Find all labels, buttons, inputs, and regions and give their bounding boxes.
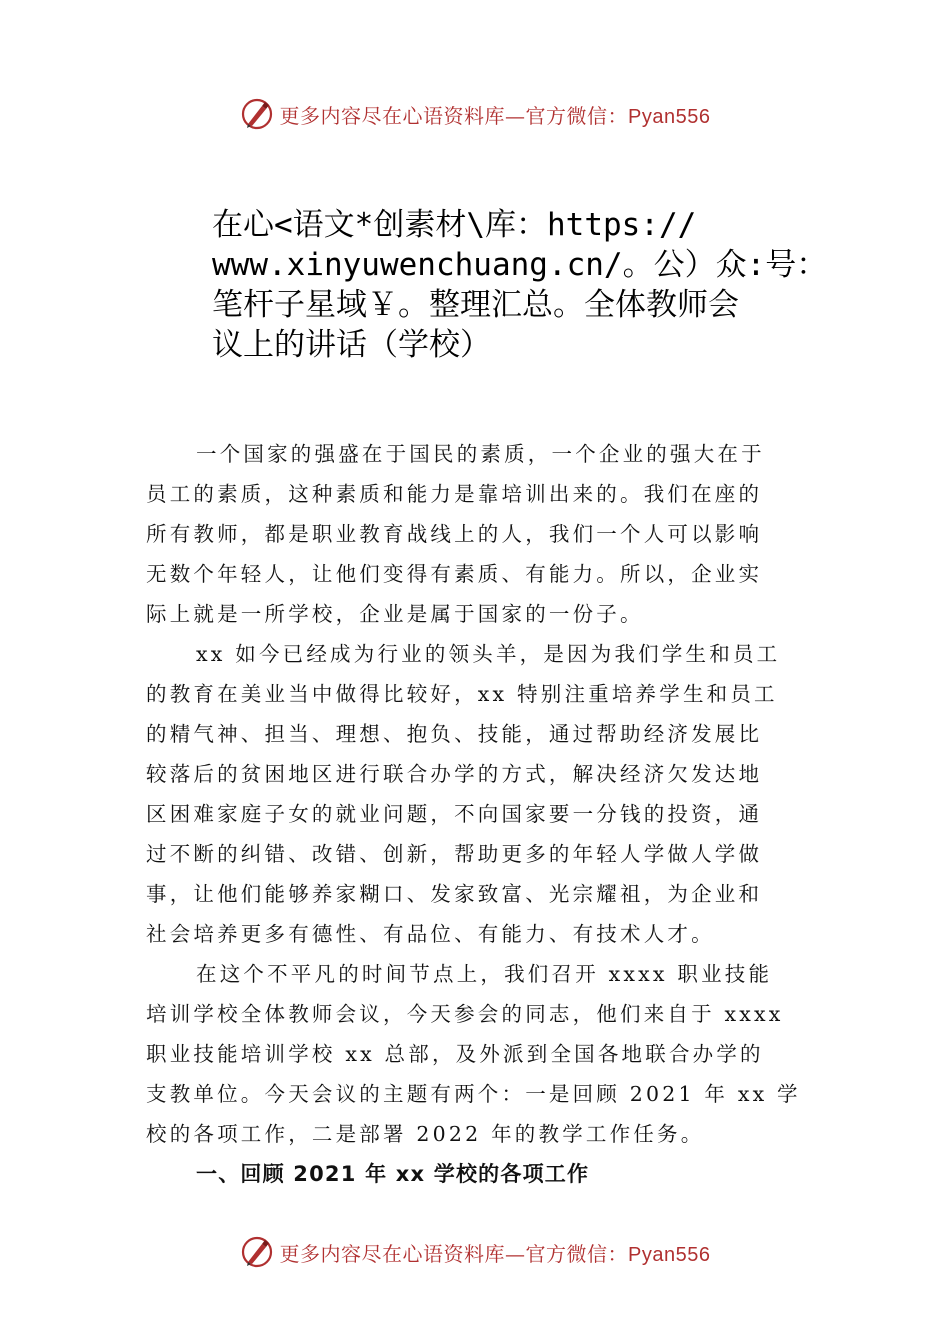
text-line: 一个国家的强盛在于国民的素质，一个企业的强大在于	[196, 442, 765, 466]
section-heading: 一、回顾 2021 年 xx 学校的各项工作	[196, 1162, 590, 1186]
paragraph-2	[146, 634, 806, 954]
document-body	[146, 434, 806, 1194]
title-line: 笔杆子星域￥。整理汇总。全体教师会	[212, 287, 739, 323]
text-line: 际上就是一所学校，企业是属于国家的一份子。	[146, 602, 644, 626]
text-line: 过不断的纠错、改错、创新，帮助更多的年轻人学做人学做	[146, 842, 763, 866]
text-line: 培训学校全体教师会议，今天参会的同志，他们来自于 xxxx	[146, 1002, 784, 1026]
text-line: 的教育在美业当中做得比较好，xx 特别注重培养学生和员工	[146, 682, 778, 706]
paragraph-3	[146, 954, 806, 1154]
document-title	[212, 205, 828, 365]
pen-logo-icon	[240, 1235, 274, 1269]
text-line: 区困难家庭子女的就业问题，不向国家要一分钱的投资，通	[146, 802, 763, 826]
text-line: 无数个年轻人，让他们变得有素质、有能力。所以，企业实	[146, 562, 763, 586]
footer-banner	[0, 1232, 950, 1272]
text-line: 社会培养更多有德性、有品位、有能力、有技术人才。	[146, 922, 715, 946]
text-line: 所有教师，都是职业教育战线上的人，我们一个人可以影响	[146, 522, 763, 546]
text-line: 支教单位。今天会议的主题有两个：一是回顾 2021 年 xx 学	[146, 1082, 801, 1106]
pen-logo-icon	[240, 97, 274, 131]
title-line: www.xinyuwenchuang.cn/。公）众:号：	[212, 247, 828, 283]
header-banner	[0, 94, 950, 134]
text-line: 在这个不平凡的时间节点上，我们召开 xxxx 职业技能	[196, 962, 773, 986]
text-line: 员工的素质，这种素质和能力是靠培训出来的。我们在座的	[146, 482, 763, 506]
text-line: 的精气神、担当、理想、抱负、技能，通过帮助经济发展比	[146, 722, 763, 746]
text-line: 事，让他们能够养家糊口、发家致富、光宗耀祖，为企业和	[146, 882, 763, 906]
wechat-id: Pyan556	[628, 1243, 711, 1266]
wechat-id: Pyan556	[628, 105, 711, 128]
text-line: xx 如今已经成为行业的领头羊，是因为我们学生和员工	[196, 642, 781, 666]
title-line: 议上的讲话（学校）	[212, 327, 491, 363]
banner-text: 更多内容尽在心语资料库—官方微信：Pyan556	[279, 1241, 711, 1266]
paragraph-1	[146, 434, 806, 634]
title-line: 在心<语文*创素材\库：https://	[212, 207, 697, 243]
text-line: 较落后的贫困地区进行联合办学的方式，解决经济欠发达地	[146, 762, 763, 786]
text-line: 职业技能培训学校 xx 总部，及外派到全国各地联合办学的	[146, 1042, 764, 1066]
text-line: 校的各项工作，二是部署 2022 年的教学工作任务。	[146, 1122, 705, 1146]
banner-text: 更多内容尽在心语资料库—官方微信：Pyan556	[279, 103, 711, 128]
